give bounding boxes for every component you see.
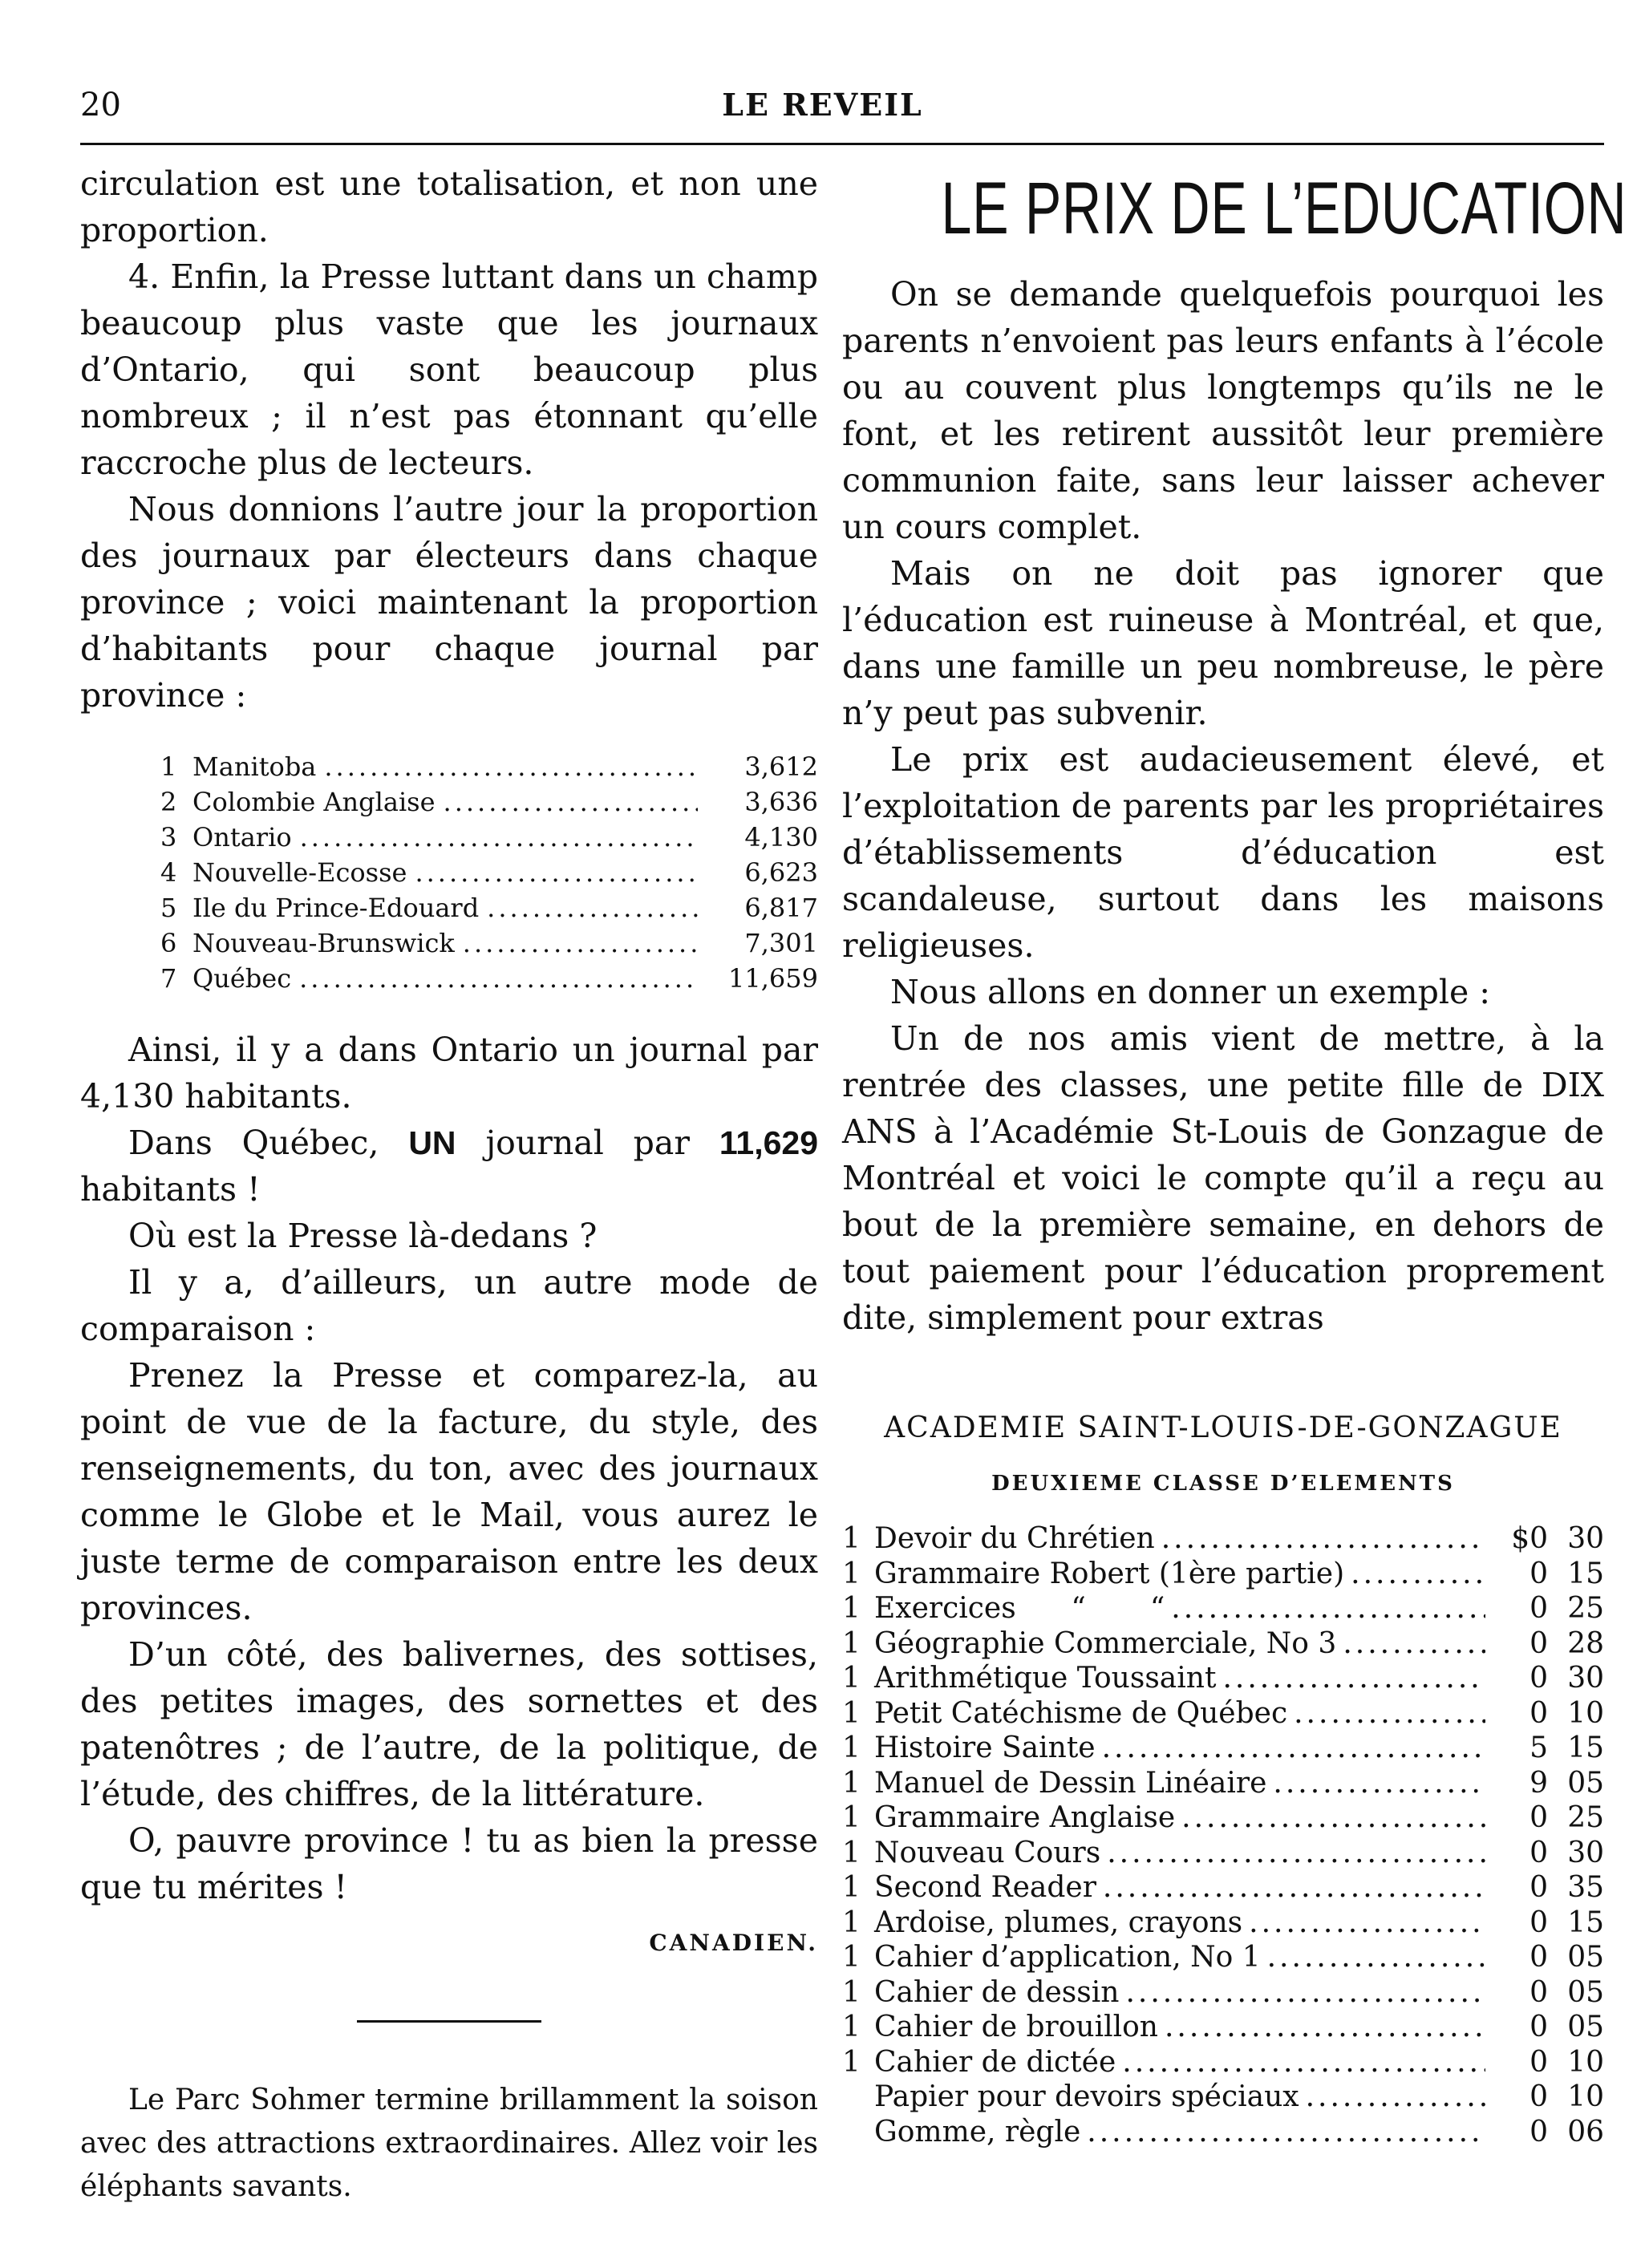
- paragraph: Il y a, d’ailleurs, un autre mode de comparaison :: [80, 1263, 818, 1348]
- account-row: 1 Second Reader ..... 0 35: [842, 1870, 1604, 1906]
- account-row: 1 Ardoise, plumes, crayons ..... 0 15: [842, 1906, 1604, 1941]
- paragraph-quebec: Dans Québec, UN journal par 11,629 habitants !: [80, 1124, 818, 1209]
- account-row: 1 Exercices “ “ ..... 0 25: [842, 1591, 1604, 1626]
- account-row: 1 Cahier de dessin ..... 0 05: [842, 1975, 1604, 2011]
- province-row: 3 Ontario ..... 4,130: [160, 820, 818, 855]
- province-row: 6 Nouveau-Brunswick ..... 7,301: [160, 925, 818, 961]
- province-table: [160, 749, 818, 996]
- paragraph: D’un côté, des balivernes, des sottises, des petites images, des sornettes et des patenôtres ; de l’autre, de la politique, de l’étude, des chiffres, de la littérature.: [80, 1635, 818, 1813]
- paragraph: Où est la Presse là-dedans ?: [128, 1217, 598, 1255]
- account-row: 1 Nouveau Cours ..... 0 30: [842, 1836, 1604, 1871]
- paragraph: Un de nos amis vient de mettre, à la rentrée des classes, une petite fille de DIX ANS à l’Académie St-Louis de Gonzague de Montréal et voici le compte qu’il a reçu au bout de la première semaine, en dehors de tout paiement pour l’éducation proprement dite, simplement pour extras: [842, 1019, 1604, 1337]
- right-column: [842, 160, 1627, 2149]
- page-number: 20: [80, 87, 121, 124]
- account-row: 1 Géographie Commerciale, No 3 ..... 0 28: [842, 1626, 1604, 1662]
- account-table: [842, 1521, 1604, 2149]
- province-row: 4 Nouvelle-Ecosse ..... 6,623: [160, 855, 818, 890]
- account-row: 1 Petit Catéchisme de Québec ..... 0 10: [842, 1696, 1604, 1731]
- header-rule: [80, 143, 1604, 145]
- account-row: Papier pour devoirs spéciaux ..... 0 10: [842, 2080, 1604, 2115]
- account-row: Gomme, règle ..... 0 06: [842, 2115, 1604, 2150]
- paragraph: circulation est une totalisation, et non une proportion.: [80, 164, 818, 249]
- province-row: 2 Colombie Anglaise ..... 3,636: [160, 784, 818, 820]
- account-row: 1 Devoir du Chrétien ..... $0 30: [842, 1521, 1604, 1557]
- paragraph: Prenez la Presse et comparez-la, au point de vue de la facture, du style, des renseignements, du ton, avec des journaux comme le Globe et le Mail, vous aurez le juste terme de comparaison entre les deux provinces.: [80, 1356, 818, 1627]
- account-row: 1 Histoire Sainte ..... 5 15: [842, 1731, 1604, 1766]
- account-subheading: DEUXIEME CLASSE D’ELEMENTS: [991, 1472, 1455, 1496]
- paragraph: Nous allons en donner un exemple :: [890, 973, 1491, 1011]
- account-row: 1 Arithmétique Toussaint ..... 0 30: [842, 1661, 1604, 1696]
- account-row: 1 Cahier de dictée ..... 0 10: [842, 2045, 1604, 2080]
- paragraph: Mais on ne doit pas ignorer que l’éducation est ruineuse à Montréal, et que, dans une famille un peu nombreuse, le père n’y peut pas subvenir.: [842, 554, 1604, 732]
- province-row: 1 Manitoba ..... 3,612: [160, 749, 818, 784]
- account-row: 1 Grammaire Robert (1ère partie) ..... 0 15: [842, 1557, 1604, 1592]
- paragraph: Le prix est audacieusement élevé, et l’exploitation de parents par les propriétaires d’établissements d’éducation est scandaleuse, surtout dans les maisons religieuses.: [842, 740, 1604, 965]
- left-column: [80, 160, 818, 2209]
- paragraph: Nous donnions l’autre jour la proportion des journaux par électeurs dans chaque province ; voici maintenant la proportion d’habitants pour chaque journal par province :: [80, 490, 818, 715]
- account-row: 1 Manuel de Dessin Linéaire ..... 9 05: [842, 1766, 1604, 1801]
- paragraph: O, pauvre province ! tu as bien la presse que tu mérites !: [80, 1821, 818, 1906]
- account-row: 1 Cahier de brouillon ..... 0 05: [842, 2010, 1604, 2045]
- paragraph: 4. Enfin, la Presse luttant dans un champ beaucoup plus vaste que les journaux d’Ontario, qui sont beaucoup plus nombreux ; il n’est pas étonnant qu’elle raccroche plus de lecteurs.: [80, 257, 818, 482]
- article-heading: LE PRIX DE L’EDUCATION: [941, 168, 1627, 249]
- paragraph: On se demande quelquefois pourquoi les parents n’envoient pas leurs enfants à l’école ou au couvent plus longtemps qu’ils ne le font, et les retirent aussitôt leur première communion faite, sans leur laisser achever un cours complet.: [842, 275, 1604, 546]
- province-row: 7 Québec ..... 11,659: [160, 961, 818, 996]
- account-row: 1 Grammaire Anglaise ..... 0 25: [842, 1800, 1604, 1836]
- account-heading: ACADEMIE SAINT-LOUIS-DE-GONZAGUE: [884, 1411, 1562, 1444]
- account-row: 1 Cahier d’application, No 1 ..... 0 05: [842, 1940, 1604, 1975]
- notice: Le Parc Sohmer termine brillamment la soison avec des attractions extraordinaires. Allez voir les éléphants savants.: [80, 2084, 818, 2203]
- running-title: LE REVEIL: [722, 87, 923, 123]
- province-row: 5 Ile du Prince-Edouard ..... 6,817: [160, 890, 818, 925]
- section-divider: [357, 2020, 541, 2023]
- signature: CANADIEN.: [649, 1930, 818, 1956]
- paragraph: Ainsi, il y a dans Ontario un journal par 4,130 habitants.: [80, 1031, 818, 1116]
